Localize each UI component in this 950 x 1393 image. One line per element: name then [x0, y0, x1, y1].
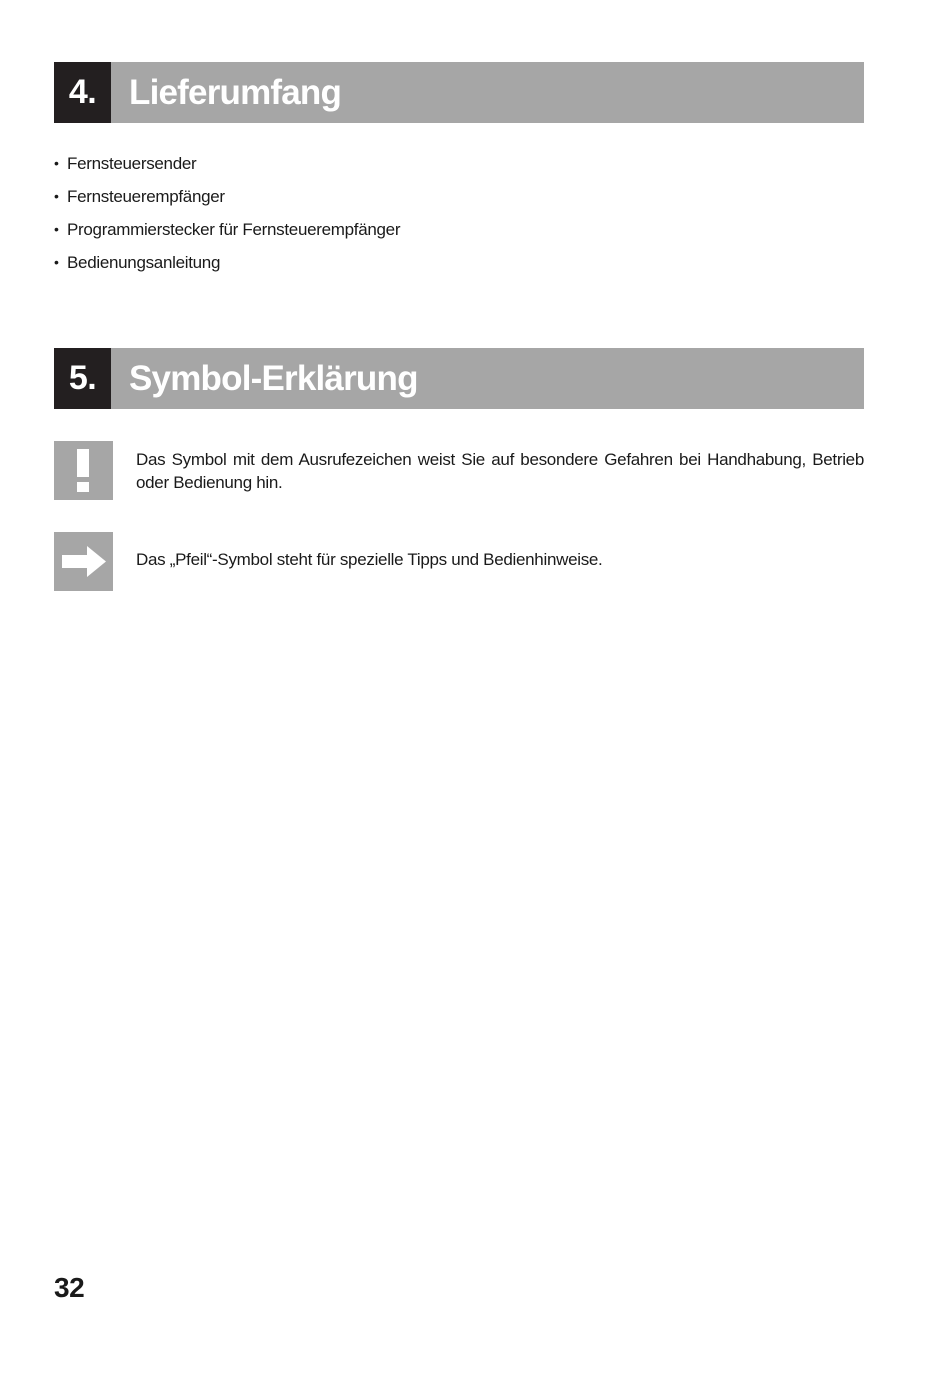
bullet-icon: • — [54, 254, 59, 270]
section-header-symbol-erklaerung — [54, 348, 864, 409]
list-item: • Programmierstecker für Fernsteuerempfänger — [54, 213, 400, 246]
arrow-right-icon — [54, 532, 113, 591]
list-item: • Fernsteuerempfänger — [54, 180, 400, 213]
section-title: Symbol-Erklärung — [129, 359, 418, 398]
bullet-icon: • — [54, 155, 59, 171]
bullet-icon: • — [54, 188, 59, 204]
page-number: 32 — [54, 1272, 85, 1303]
list-item: • Bedienungsanleitung — [54, 246, 400, 279]
bullet-icon: • — [54, 221, 59, 237]
section-title: Lieferumfang — [129, 73, 342, 112]
symbol-row-arrow — [54, 532, 864, 591]
symbol-description: Das „Pfeil“-Symbol steht für spezielle Tipps und Bedienhinweise. — [136, 550, 603, 569]
list-item: • Fernsteuersender — [54, 147, 400, 180]
symbol-description: Das Symbol mit dem Ausrufezeichen weist Sie auf besondere Gefahren bei Handhabung, Betrieb oder Bedienung hin. — [136, 450, 864, 492]
symbol-row-warning — [54, 441, 864, 500]
section-number: 5. — [54, 348, 111, 409]
delivery-list — [54, 147, 400, 279]
section-header-lieferumfang — [54, 62, 864, 123]
exclamation-icon — [54, 441, 113, 500]
section-number: 4. — [54, 62, 111, 123]
